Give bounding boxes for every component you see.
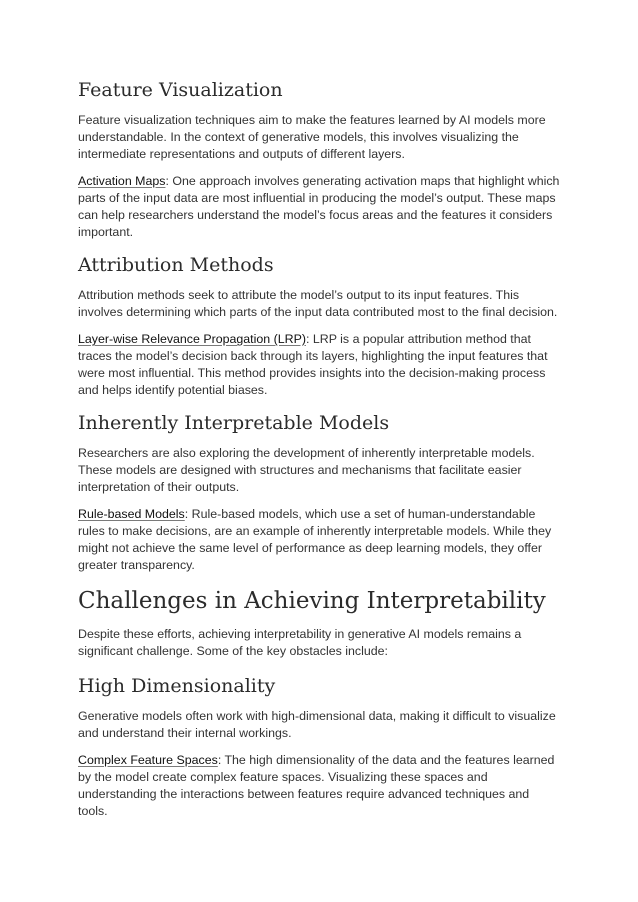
paragraph-inherently-interpretable-intro: Researchers are also exploring the development of inherently interpretable models. These models are designed with structures and mechanisms that facilitate easier interpretation of their outputs. [78, 446, 535, 494]
paragraph-attribution-methods-intro: Attribution methods seek to attribute the model’s output to its input features. This involves determining which parts of the input data contributed most to the final decision. [78, 288, 558, 319]
section-heading-challenges: Challenges in Achieving Interpretability [78, 588, 546, 614]
text-lrp: : LRP is a popular attribution method that traces the model’s decision back through its layers, highlighting the input features that were most influential. This method provides insights into the decision-making process and helps identify potential biases. [78, 332, 548, 397]
section-heading-feature-visualization: Feature Visualization [78, 79, 283, 101]
paragraph-high-dimensionality-intro: Generative models often work with high-dimensional data, making it difficult to visualize and understand their internal workings. [78, 709, 556, 740]
term-lrp: Layer-wise Relevance Propagation (LRP) [78, 332, 306, 346]
text-activation-maps: : One approach involves generating activation maps that highlight which parts of the input data are most influential in producing the model’s output. These maps can help researchers understand the model’s focus areas and the features it considers important. [78, 174, 560, 239]
term-complex-feature-spaces: Complex Feature Spaces [78, 753, 218, 767]
term-activation-maps: Activation Maps [78, 174, 166, 188]
paragraph-complex-feature-spaces [78, 752, 560, 820]
paragraph-rule-based-models [78, 506, 560, 574]
paragraph-activation-maps [78, 173, 560, 241]
text-rule-based-models: : Rule-based models, which use a set of human-understandable rules to make decisions, are an example of inherently interpretable models. While they might not achieve the same level of performance as deep learning models, they offer greater transparency. [78, 507, 552, 572]
document-page [78, 72, 560, 820]
paragraph-challenges-intro: Despite these efforts, achieving interpretability in generative AI models remains a significant challenge. Some of the key obstacles include: [78, 627, 522, 658]
section-heading-attribution-methods: Attribution Methods [78, 254, 274, 276]
paragraph-lrp [78, 331, 560, 399]
section-heading-inherently-interpretable-models: Inherently Interpretable Models [78, 412, 390, 434]
text-complex-feature-spaces: : The high dimensionality of the data and the features learned by the model create complex feature spaces. Visualizing these spaces and understanding the interactions between features require advanced techniques and tools. [78, 753, 555, 818]
term-rule-based-models: Rule-based Models [78, 507, 185, 521]
paragraph-feature-visualization-intro: Feature visualization techniques aim to make the features learned by AI models more understandable. In the context of generative models, this involves visualizing the intermediate representations and outputs of different layers. [78, 113, 546, 161]
section-heading-high-dimensionality: High Dimensionality [78, 675, 276, 697]
